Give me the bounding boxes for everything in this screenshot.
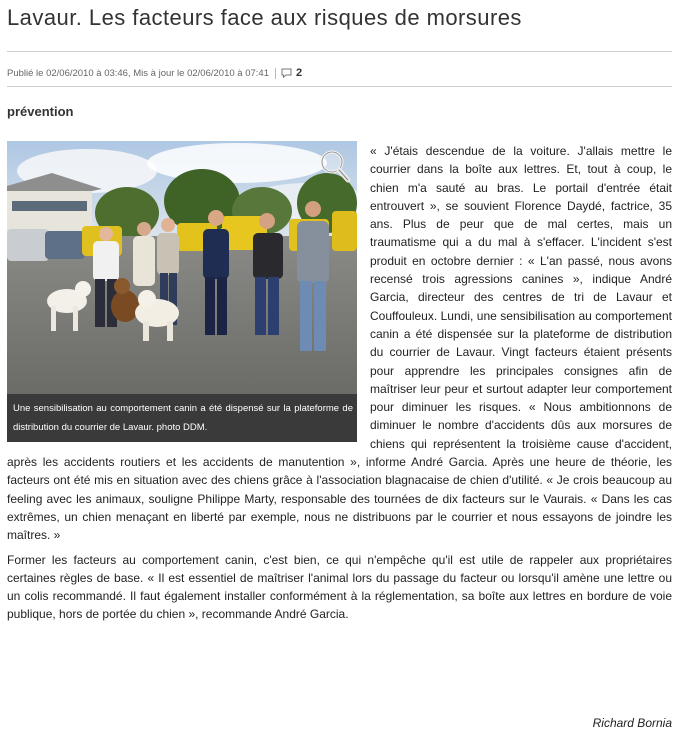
article-meta xyxy=(7,67,302,79)
article-rubric: prévention xyxy=(7,104,74,119)
comment-count[interactable]: 2 xyxy=(295,67,303,79)
article-author: Richard Bornia xyxy=(592,716,672,730)
publication-date: Publié le 02/06/2010 à 03:46, Mis à jour le 02/06/2010 à 07:41 xyxy=(7,67,269,79)
article-photo-figure xyxy=(7,141,357,442)
meta-divider xyxy=(7,86,672,87)
meta-separator xyxy=(275,68,276,79)
photo-caption: Une sensibilisation au comportement canin a été dispensé sur la plateforme de distribution du courrier de Lavaur. photo DDM. xyxy=(13,403,353,433)
title-divider xyxy=(7,51,672,52)
comment-bubble-icon[interactable] xyxy=(281,68,292,78)
article-photo[interactable] xyxy=(7,141,357,394)
zoom-magnifier-icon[interactable] xyxy=(319,149,351,183)
article-paragraph: Former les facteurs au comportement canin, c'est bien, ce qui n'empêche qu'il est utile de rappeler aux propriétaires certaines règles de base. « Il est essentiel de maîtriser l'animal lors du passage du facteur ou lorsqu'il amène une lettre ou un colis recommandé. Il faut également installer conformément à la réglementation, sa boîte aux lettres en bordure de voie publique, hors de portée du chien », recommande André Garcia. xyxy=(7,552,672,622)
article-paragraph: « J'étais descendue de la voiture. J'allais mettre le courrier dans la boîte aux lettres. Et, tout à coup, le chien m'a sauté au bras. Le portail d'entrée était entrouvert », se souvient Florence Daydé, factrice, 35 ans. Plus de peur que de mal certes, mais un traumatisme qui a du mal à s'effacer. L'incident s'est produit en octobre dernier : « L'an passé, nous avons recensé trois agressions canines », indique André Garcia, directeur des centres de tri de Lavaur et Couffouleux. Lundi, une sensibilisation au comportement canin a été dispensée sur la plateforme de distribution du courrier de Lavaur. Vingt facteurs étaient présents pour apprendre les principales consignes afin de maîtriser leur peur et surtout adapter leur comportement pour diminuer les risques. « Nous ambitionnons de diminuer le nombre d'accidents dûs aux morsures de chiens qui représentent la troisième cause d'accident, après les accidents routiers et les accidents de manutention », informe André Garcia. Après une heure de théorie, les facteurs ont été mis en situation avec des chiens grâce à l'association blagnacaise de chien d'utilité. « Je crois beaucoup au feeling avec les animaux, souligne Philippe Marty, responsable des tournées de dix facteurs sur le Vaurais. « Dans les cas extrêmes, un chien menaçant en liberté par exemple, nous ne distribuons par le courrier et nous essayons de joindre les maîtres. » xyxy=(7,144,672,543)
article-title: Lavaur. Les facteurs face aux risques de morsures xyxy=(7,5,522,30)
